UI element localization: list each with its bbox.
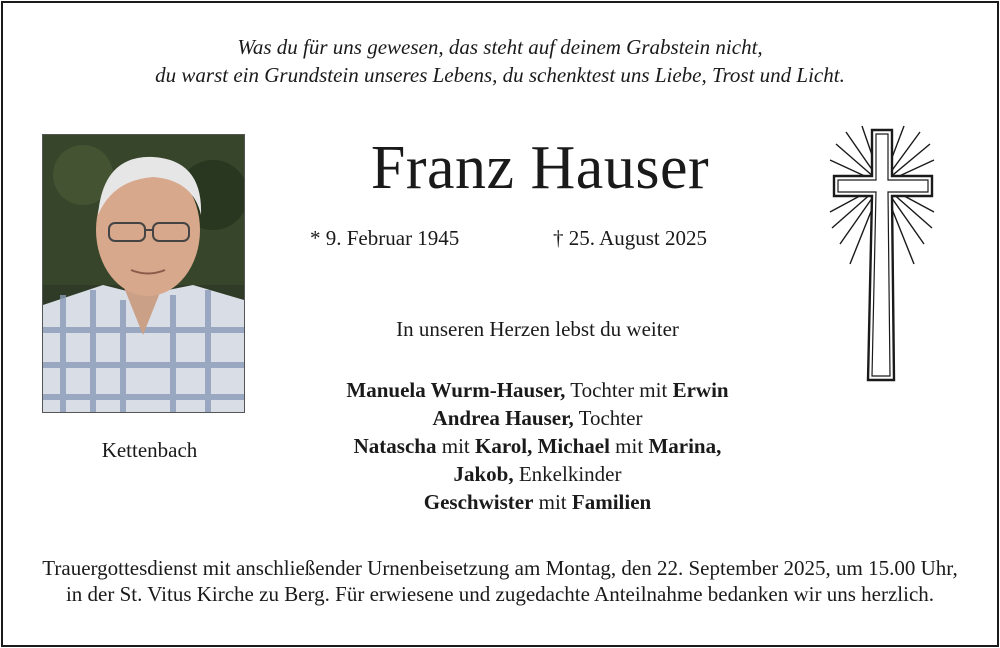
mourner-line: Jakob, Enkelkinder (453, 462, 622, 486)
mourner-line: Manuela Wurm-Hauser, Tochter mit Erwin (346, 378, 729, 402)
poem-line-2: du warst ein Grundstein unseres Lebens, du schenktest uns Liebe, Trost und Licht. (155, 63, 845, 87)
birth-date: * 9. Februar 1945 (310, 226, 460, 250)
mourner-line: Andrea Hauser, Tochter (432, 406, 643, 430)
portrait-photo (42, 134, 245, 413)
life-dates (310, 226, 770, 256)
mourner-line: Geschwister mit Familien (423, 490, 652, 514)
cross-icon (826, 124, 938, 386)
memorial-motto: In unseren Herzen lebst du weiter (396, 317, 679, 341)
place-of-residence: Kettenbach (101, 438, 198, 462)
poem-line-1: Was du für uns gewesen, das steht auf deinem Grabstein nicht, (237, 35, 763, 59)
death-date: † 25. August 2025 (553, 226, 708, 250)
mourner-line: Natascha mit Karol, Michael mit Marina, (353, 434, 722, 458)
deceased-name: Franz Hauser (370, 134, 710, 202)
poem (0, 33, 1000, 89)
funeral-notice: Trauergottesdienst mit anschließender Urnenbeisetzung am Montag, den 22. September 2025, um 15.00 Uhr, in der St. Vitus Kirche zu Berg. Für erwiesene und zugedachte Anteilnahme bedanken wir uns herzlich. (42, 556, 958, 606)
mourners-list (280, 376, 795, 516)
